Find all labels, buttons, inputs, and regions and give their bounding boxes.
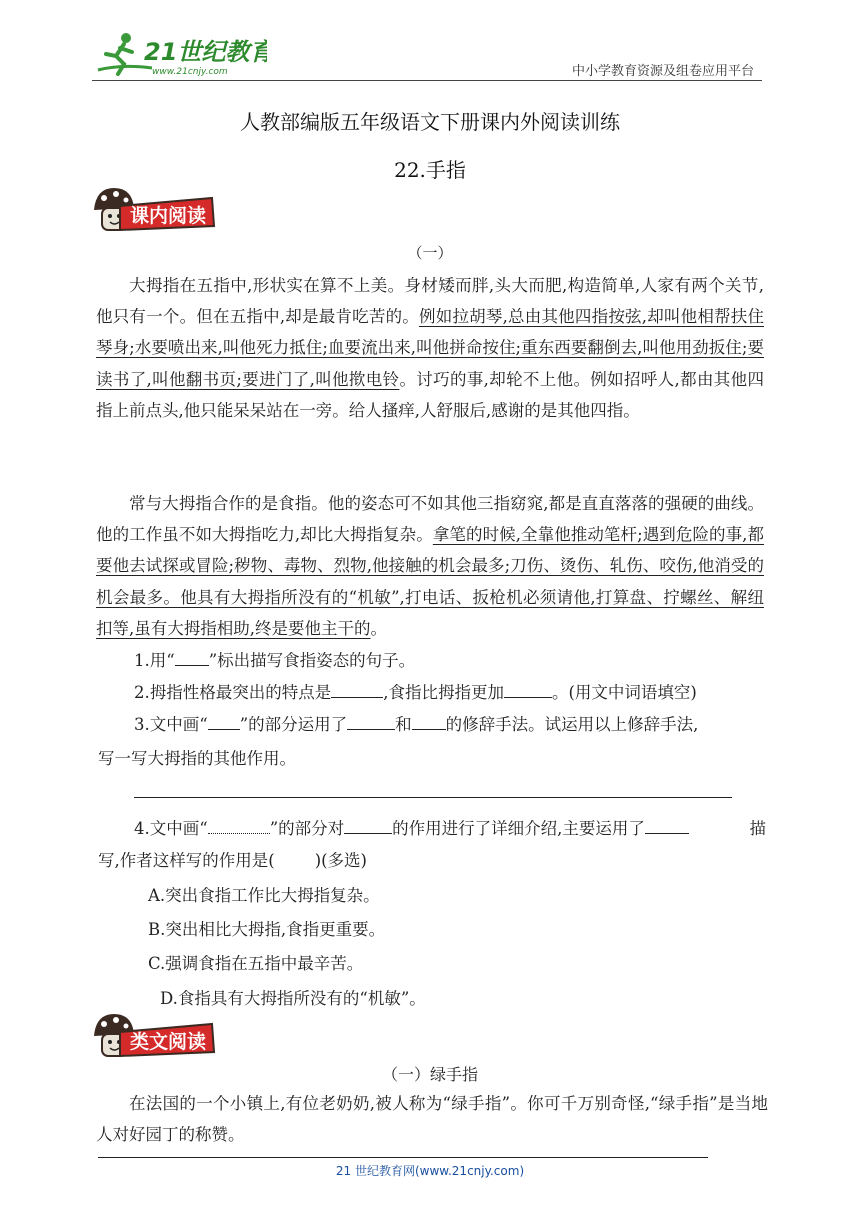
q1-text-b: ”标出描写食指姿态的句子。	[208, 651, 416, 670]
option-d[interactable]: D.食指具有大拇指所没有的“机敏”。	[160, 989, 426, 1008]
question-3-cont: 写一写大拇指的其他作用。	[98, 749, 296, 768]
passage-paragraph-1	[96, 270, 764, 426]
p2-underlined-text: 拿笔的时候,全靠他推动笔杆;遇到危险的事,都要他去试探或冒险;秽物、毒物、烈物,他接触的机会最多;刀伤、烫伤、轧伤、咬伤,他消受的机会最多。他具有大拇指所没有的“机敏”,打电话、扳枪机必须请他,打算盘、拧螺丝、解纽扣等,虽有大拇指相助,终是要他主干的	[96, 525, 764, 638]
q3-text-b: ”的部分运用了	[239, 715, 348, 734]
q1-text-a: 1.用“	[134, 651, 175, 670]
logo-url: www.21cnjy.com	[152, 67, 228, 77]
document-title: 人教部编版五年级语文下册课内外阅读训练	[240, 110, 620, 134]
q4-text-a: 4.文中画“	[134, 819, 208, 838]
section-badge-inner-reading	[90, 184, 218, 236]
p2-text-end: 。	[370, 618, 387, 638]
mushroom-badge-icon-2	[90, 1010, 218, 1062]
q3-text-c: 和	[395, 715, 412, 734]
section-heading-one: （一）	[407, 244, 453, 262]
q3-blank-3[interactable]	[412, 713, 446, 730]
p1-text: 大拇指在五指中,形状实在算不上美。身材矮而胖,头大而肥,构造简单,人家有两个关节,他只有一个。但在五指中,却是最肯吃苦的。	[96, 276, 764, 327]
q3-text-a: 3.文中画“	[134, 715, 208, 734]
question-2	[134, 681, 697, 705]
header-divider	[92, 80, 762, 81]
q4-text-e: 写,作者这样写的作用是(	[98, 851, 275, 870]
site-logo	[92, 30, 267, 80]
q3-blank-1[interactable]	[208, 713, 240, 730]
question-4	[134, 817, 766, 841]
question-1	[134, 649, 415, 673]
runner-logo-icon	[92, 30, 267, 80]
q2-blank-2[interactable]	[504, 681, 552, 698]
q4-text-d: 描	[749, 819, 766, 838]
q3-text-d: 的修辞手法。试运用以上修辞手法,	[445, 715, 699, 734]
question-4-cont	[98, 849, 367, 873]
q2-text-b: ,食指比拇指更加	[383, 683, 504, 702]
q3-blank-2[interactable]	[347, 713, 395, 730]
passage2-paragraph-1: 在法国的一个小镇上,有位老奶奶,被人称为“绿手指”。你可千万别奇怪,“绿手指”是当地人对好园丁的称赞。	[96, 1094, 768, 1145]
q1-blank[interactable]	[175, 649, 209, 666]
q4-text-c: 的作用进行了详细介绍,主要运用了	[392, 819, 645, 838]
q4-text-f: )(多选)	[314, 851, 367, 870]
q3-answer-line[interactable]	[134, 797, 732, 798]
lesson-title: 22.手指	[394, 158, 466, 182]
footer-text[interactable]: 21 世纪教育网(www.21cnjy.com)	[335, 1164, 525, 1178]
logo-text: 21世纪教育	[144, 38, 267, 66]
mushroom-badge-icon	[90, 184, 218, 236]
q2-text-a: 2.拇指性格最突出的特点是	[134, 683, 332, 702]
q4-blank-2[interactable]	[344, 817, 392, 834]
q4-blank-3[interactable]	[645, 817, 689, 834]
option-a[interactable]: A.突出食指工作比大拇指复杂。	[148, 886, 380, 905]
q4-text-b: ”的部分对	[269, 819, 345, 838]
p1-underlined-text: 例如拉胡琴,总由其他四指按弦,却叫他相帮扶住琴身;水要喷出来,叫他死力抵住;血要流出来,叫他拼命按住;重东西要翻倒去,叫他用劲扳住;要读书了,叫他翻书页;要进门了,叫他揿电铃	[96, 307, 764, 389]
option-c[interactable]: C.强调食指在五指中最辛苦。	[148, 954, 364, 973]
passage-paragraph-2	[96, 488, 764, 644]
section-badge-similar-reading	[90, 1010, 218, 1062]
header-platform-text: 中小学教育资源及组卷应用平台	[571, 64, 754, 79]
p2-text: 常与大拇指合作的是食指。他的姿态可不如其他三指窈窕,都是直直落落的强硬的曲线。他的工作虽不如大拇指吃力,却比大拇指复杂。	[96, 494, 764, 545]
q2-text-c: 。(用文中词语填空)	[552, 683, 697, 702]
section-heading-green-finger: （一）绿手指	[381, 1065, 478, 1084]
option-b[interactable]: B.突出相比大拇指,食指更重要。	[148, 920, 386, 939]
footer-divider	[98, 1157, 708, 1158]
p1-text-end: 。讨巧的事,却轮不上他。例如招呼人,都由其他四指上前点头,他只能呆呆站在一旁。给人搔痒,人舒服后,感谢的是其他四指。	[96, 369, 764, 420]
question-3	[134, 713, 698, 737]
q2-blank-1[interactable]	[331, 681, 383, 698]
badge-similar-label: 类文阅读	[129, 1031, 207, 1053]
q4-blank-1[interactable]	[208, 817, 270, 834]
badge-inner-label: 课内阅读	[129, 205, 207, 227]
